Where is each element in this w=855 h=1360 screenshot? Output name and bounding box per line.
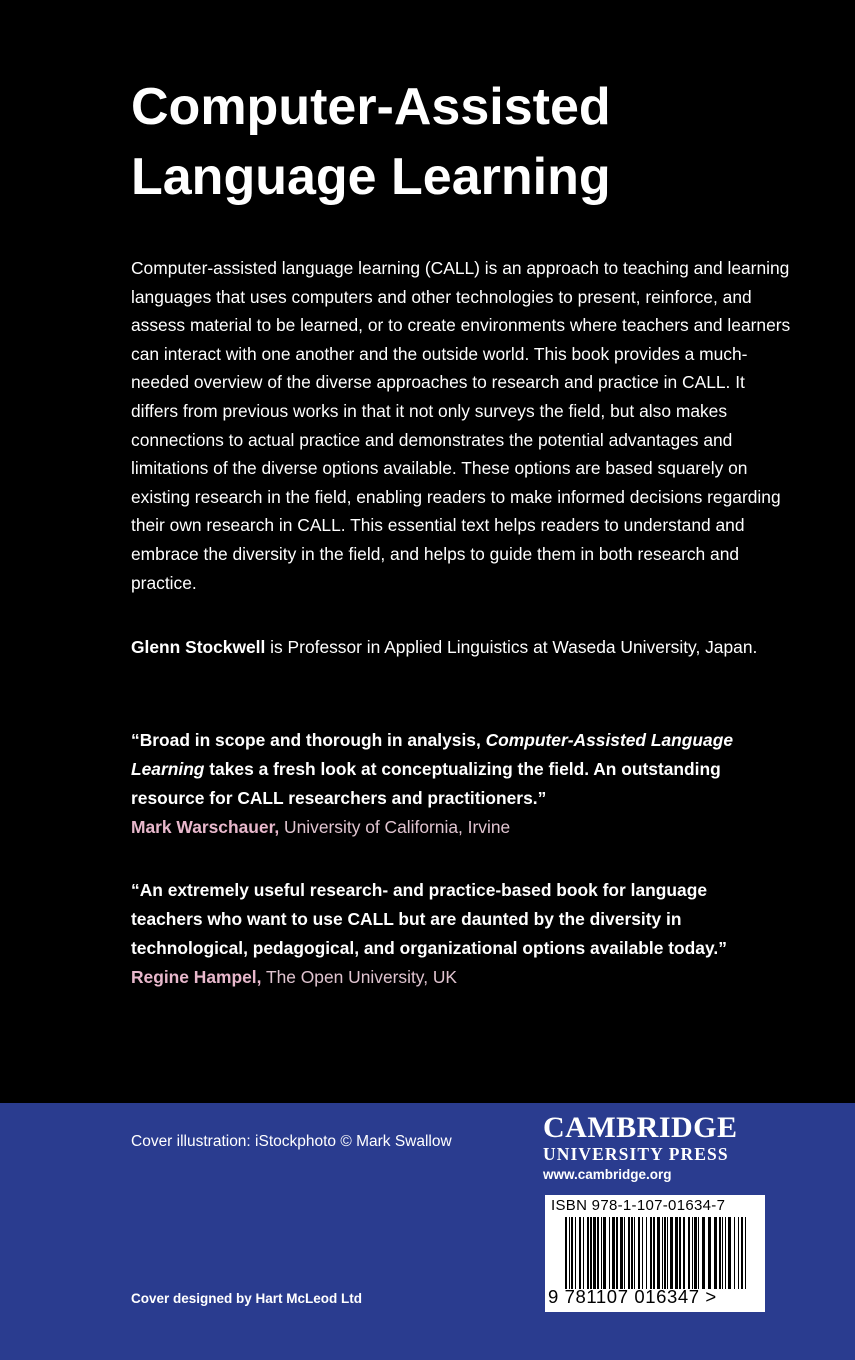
author-description: is Professor in Applied Linguistics at Waseda University, Japan. — [265, 637, 758, 657]
barcode-bar — [569, 1217, 570, 1289]
barcode-bar — [571, 1217, 573, 1289]
barcode-bar — [675, 1217, 678, 1289]
publisher-press: UNIVERSITY PRESS — [543, 1144, 729, 1164]
barcode-bar — [728, 1217, 731, 1289]
title-line-2: Language Learning — [131, 148, 611, 206]
barcode-bar — [634, 1217, 635, 1289]
quote-1-book-title: Computer-Assisted Language Learning — [131, 730, 733, 779]
barcode-bar — [631, 1217, 633, 1289]
barcode-bar — [657, 1217, 660, 1289]
barcode-bar — [725, 1217, 726, 1289]
barcode-bar — [642, 1217, 643, 1289]
barcode-bar — [587, 1217, 589, 1289]
cover-illustration-credit: Cover illustration: iStockphoto © Mark Swallow — [131, 1133, 452, 1150]
barcode-bar — [590, 1217, 592, 1289]
barcode-bar — [734, 1217, 735, 1289]
barcode-bar — [664, 1217, 666, 1289]
barcode-bar — [650, 1217, 652, 1289]
barcode-bar — [702, 1217, 705, 1289]
barcode-bar — [708, 1217, 711, 1289]
barcode-bar — [745, 1217, 746, 1289]
publisher-url: www.cambridge.org — [543, 1167, 672, 1182]
barcode-bar — [565, 1217, 567, 1289]
barcode-bar — [579, 1217, 581, 1289]
barcode-bar — [662, 1217, 663, 1289]
barcode-bar — [603, 1217, 606, 1289]
barcode-digits: 9 781107 016347 > — [548, 1286, 717, 1307]
barcode-bar — [688, 1217, 690, 1289]
barcode-bar — [609, 1217, 610, 1289]
barcode-bar — [597, 1217, 599, 1289]
cover-designer-credit: Cover designed by Hart McLeod Ltd — [131, 1291, 363, 1306]
barcode-bar — [628, 1217, 630, 1289]
barcode-bar — [670, 1217, 673, 1289]
quote-2-text: “An extremely useful research- and practice-based book for language teachers who want to use CALL but are daunted by the diversity in technological, pedagogical, and organizational options available today.” — [131, 880, 727, 958]
title-line-1: Computer-Assisted — [131, 78, 611, 136]
barcode-bar — [698, 1217, 699, 1289]
barcode-bar — [667, 1217, 668, 1289]
barcode-bar — [738, 1217, 739, 1289]
barcode-bar — [719, 1217, 721, 1289]
barcode-bar — [694, 1217, 697, 1289]
barcode-bar — [620, 1217, 623, 1289]
isbn-label: ISBN 978-1-107-01634-7 — [551, 1197, 726, 1214]
barcode-bar — [601, 1217, 602, 1289]
barcode-bar — [741, 1217, 743, 1289]
barcode-bar — [616, 1217, 618, 1289]
barcode-bar — [583, 1217, 584, 1289]
author-bio — [131, 633, 811, 662]
publisher-name: CAMBRIDGE — [543, 1111, 738, 1144]
barcode-bar — [714, 1217, 717, 1289]
barcode-bar — [638, 1217, 640, 1289]
barcode-bar — [722, 1217, 723, 1289]
quote-2-attribution — [131, 963, 771, 992]
barcode-bar — [575, 1217, 576, 1289]
barcode-bar — [646, 1217, 647, 1289]
review-quote-2 — [131, 876, 771, 992]
quote-2-reviewer: Regine Hampel, — [131, 967, 262, 987]
barcode-bar — [612, 1217, 615, 1289]
barcode-bar — [679, 1217, 681, 1289]
quote-1-attribution — [131, 813, 771, 842]
quote-1-pre: “Broad in scope and thorough in analysis, — [131, 730, 486, 750]
book-description: Computer-assisted language learning (CALL) is an approach to teaching and learning languages that uses computers and other technologies to present, reinforce, and assess material to be learned, or to create environments where teachers and learners can interact with one another and the outside world. This book provides a much-needed overview of the diverse approaches to research and practice in CALL. It differs from previous works in that it not only surveys the field, but also makes connections to actual practice and demonstrates the potential advantages and limitations of the diverse options available. These options are based squarely on existing research in the field, enabling readers to make informed decisions regarding their own research in CALL. This essential text helps readers to understand and embrace the diversity in the field, and helps to guide them in both research and practice. — [131, 258, 791, 593]
barcode-bar — [624, 1217, 625, 1289]
book-title — [131, 72, 831, 212]
quote-1-reviewer: Mark Warschauer, — [131, 817, 280, 837]
barcode-bar — [593, 1217, 596, 1289]
publisher-logo — [543, 1112, 765, 1185]
quote-1-institution: University of California, Irvine — [279, 817, 511, 837]
isbn-barcode — [545, 1195, 765, 1312]
barcode-bar — [692, 1217, 693, 1289]
barcode-bar — [683, 1217, 685, 1289]
quote-1-post: takes a fresh look at conceptualizing the field. An outstanding resource for CALL researchers and practitioners.” — [131, 759, 721, 808]
author-name: Glenn Stockwell — [131, 637, 266, 657]
quote-2-institution: The Open University, UK — [261, 967, 458, 987]
barcode-bars-icon — [551, 1217, 755, 1289]
review-quote-1 — [131, 726, 771, 842]
barcode-bar — [653, 1217, 655, 1289]
